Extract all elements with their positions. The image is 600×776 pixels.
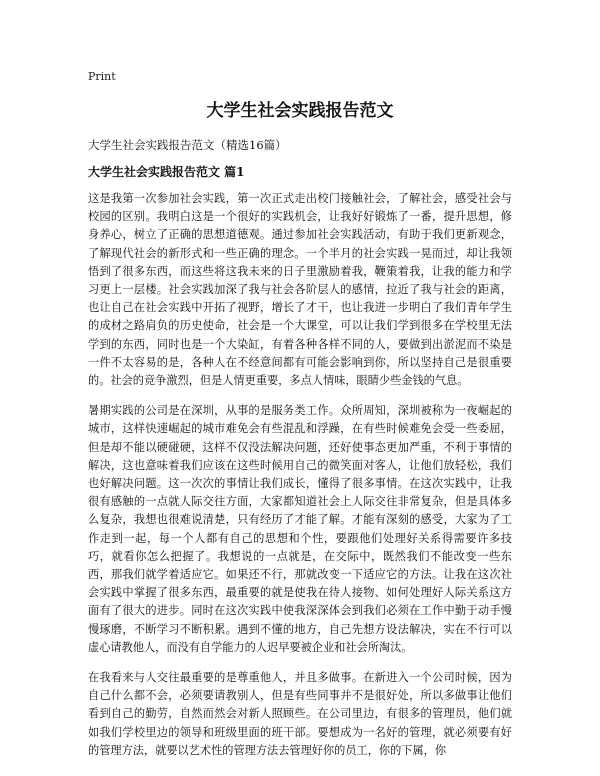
section-heading: 大学生社会实践报告范文 篇1 — [88, 165, 245, 179]
paragraph-3: 在我看来与人交往最重要的是尊重他人，并且多做事。在新进入一个公司时候，因为自己什么都不会，必须要请教别人，但是有些同事并不是很好处，所以多做事让他们看到自己的勤劳，自然而然会对新人照顾些。在公司里边，有很多的管理员，他们就如我们学校里边的领导和班级里面的班干部。要想成为一名好的管理，就必须要有好的管理方法，就要以艺术性的管理方法去管理好你的员工，你的下属，你 — [88, 671, 512, 757]
document-subtitle: 大学生社会实践报告范文（精选16篇） — [88, 138, 287, 152]
page-title: 大学生社会实践报告范文 — [206, 101, 394, 121]
paragraph-1: 这是我第一次参加社会实践，第一次正式走出校门接触社会，了解社会，感受社会与校园的区别。我明白这是一个很好的实践机会，让我好好锻炼了一番，提升思想，修身养心，树立了正确的思想道德观。通过参加社会实践活动，有助于我们更新观念，了解现代社会的新形式和一些正确的理念。一个半月的社会实践一晃而过，却让我领悟到了很多东西，而这些将这我未来的日子里激励着我，鞭策着我，让我的能力和学习更上一层楼。社会实践加深了我与社会各阶层人的感情，拉近了我与社会的距离，也让自己在社会实践中开拓了视野，增长了才干，也让我进一步明白了我们青年学生的成材之路肩负的历史使命，社会是一个大课堂，可以让我们学到很多在学校里无法学到的东西，同时也是一个大染缸，有着各种各样不同的人，要做到出淤泥而不染是一件不太容易的是，各种人在不经意间都有可能会影响到你，所以坚持自己是很重要的。社会的竞争激烈，但是人情更重要，多点人情味，眼睛少些金钱的气息。 — [88, 192, 512, 388]
paragraph-2: 暑期实践的公司是在深圳，从事的是服务类工作。众所周知，深圳被称为一夜崛起的城市，这样快速崛起的城市难免会有些混乱和浮躁，在有些时候难免会受一些委屈，但是却不能以硬碰硬，这样不仅没法解决问题，还好使事态更加严重，不利于事情的解决，这也意味着我们应该在这些时候用自己的微笑面对客人，让他们放轻松，我们也好解决问题。这一次次的事情让我们成长，懂得了很多事情。在这次实践中，让我很有感触的一点就人际交往方面，大家都知道社会上人际交往非常复杂，但是具体多么复杂，我想也很难说清楚，只有经历了才能了解。才能有深刻的感受，大家为了工作走到一起，每一个人都有自己的思想和个性，要跟他们处理好关系得需要许多技巧，就看你怎么把握了。我想说的一点就是，在交际中，既然我们不能改变一些东西，那我们就学着适应它。如果还不行，那就改变一下适应它的方法。让我在这次社会实践中掌握了很多东西，最重要的就是使我在待人接物、如何处理好人际关系这方面有了很大的进步。同时在这次实践中使我深深体会到我们必须在工作中勤于动手慢慢琢磨，不断学习不断积累。遇到不懂的地方，自己先想方设法解决，实在不行可以虚心请教他人，而没有自学能力的人迟早要被企业和社会所淘汰。 — [88, 404, 512, 654]
print-label: Print — [88, 70, 116, 83]
